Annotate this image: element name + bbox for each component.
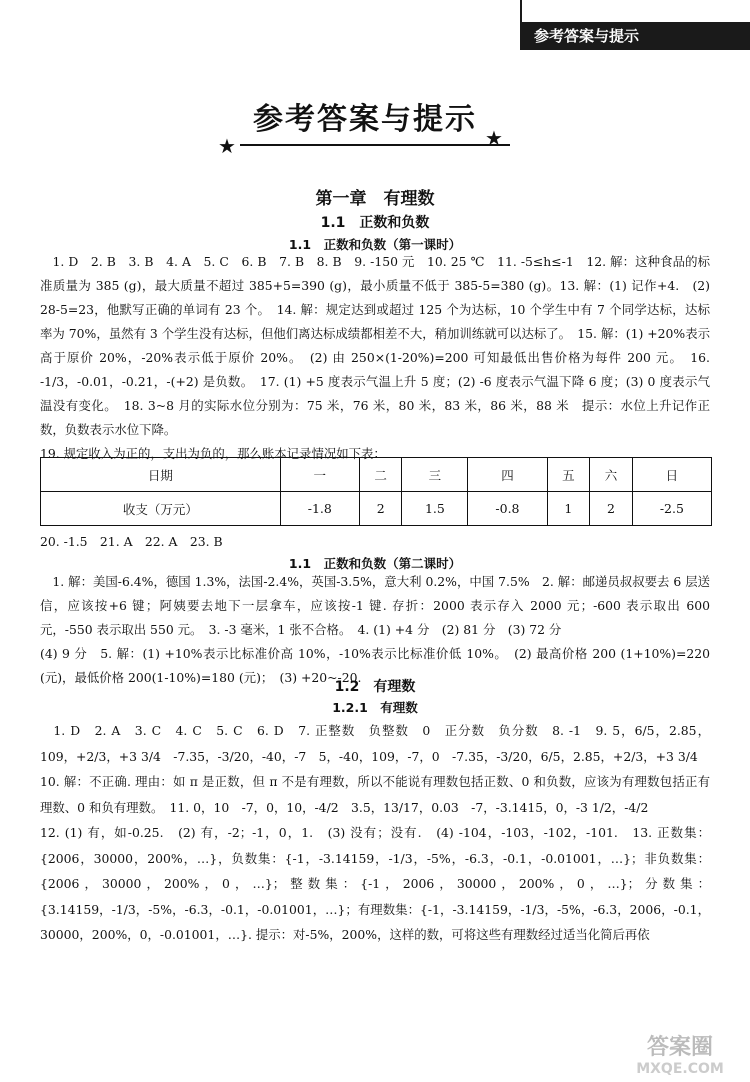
table-cell: 2 — [590, 492, 633, 526]
table-cell: 一 — [280, 458, 359, 492]
table-cell: 2 — [359, 492, 402, 526]
watermark-text: 答案圈 — [646, 1035, 713, 1060]
ledger-table — [40, 457, 712, 526]
table-cell: 日期 — [41, 458, 281, 492]
table-cell: 收支（万元） — [41, 492, 281, 526]
table-cell: 四 — [468, 458, 547, 492]
table-cell: 日 — [632, 458, 711, 492]
watermark-url: MXQE.COM — [636, 1061, 724, 1077]
answers-block-4: 1. D 2. A 3. C 4. C 5. C 6. D 7. 正整数 负整数 0 正分数 负分数 8. -1 9. 5，6/5，2.85，109，+2/3，+3 3/4 -7.35，-3/20，-40，-7 5，-40，109，-7，0 -7.35，-3/20，6/5，2.85，+2/3，+3 3/4 10. 解：不正确. 理由：如 π 是正数，但 π 不是有理数，所以不能说有理数包括正数、0 和负数，应该为有理数包括正有理数、0 和负有理数。 11. 0，10 -7，0，10，-4/2 3.5，13/17，0.03 -7，-3.1415，0，-3 1/2，-4/2 12. (1) 有，如-0.25. (2) 有，-2；-1，0，1. (3) 没有；没有. (4) -104，-103，-102，-101. 13. 正数集：{2006，30000，200%，…}，负数集：{-1，-3.14159，-1/3，-5%，-6.3，-0.1，-0.01001，…}；非负数集：{2006，30000，200%，0，…}；整数集：{-1，2006，30000，200%，0，…}；分数集：{3.14159，-1/3，-5%，-6.3，-0.1，-0.01001，…}；有理数集：{-1，-3.14159，-1/3，-5%，-6.3，2006，-0.1，30000，200%，0，-0.01001，…}. 提示：对-5%，200%，这样的数，可将这些有理数经过适当化简后再依 — [40, 723, 710, 942]
subsection-heading-3: 1.2.1 有理数 — [332, 700, 418, 715]
section-heading-1-2: 1.2 有理数 — [334, 679, 416, 695]
subsection-heading-2: 1.1 正数和负数（第二课时） — [288, 556, 462, 571]
subsection-heading-1: 1.1 正数和负数（第一课时） — [288, 237, 462, 252]
answers-block-2: 20. -1.5 21. A 22. A 23. B — [40, 534, 223, 549]
header-tab: 参考答案与提示 — [520, 22, 750, 50]
table-cell: 五 — [547, 458, 590, 492]
table-cell: -0.8 — [468, 492, 547, 526]
section-heading-1-1: 1.1 正数和负数 — [320, 215, 430, 231]
answers-block-1: 1. D 2. B 3. B 4. A 5. C 6. B 7. B 8. B 9. -150 元 10. 25 ℃ 11. -5≤h≤-1 12. 解：这种食品的标准质量为 385 (g)，最大质量不超过 385+5=390 (g)，最小质量不低于 385-5=380 (g)。13. 解：(1) 记作+4. (2) 28-5=23，他默写正确的单词有 23 个。 14. 解：规定达到或超过 125 个为达标，10 个学生中有 7 个同学达标，达标率为 70%，虽然有 3 个学生没有达标，但他们离达标成绩都相差不大，稍加训练就可以达标了。 15. 解：(1) +20%表示高于原价 20%，-20%表示低于原价 20%。 (2) 由 250×(1-20%)=200 可知最低出售价格为每件 200 元。 16. -1/3，-0.01，-0.21，-(+2) 是负数。 17. (1) +5 度表示气温上升 5 度；(2) -6 度表示气温下降 6 度；(3) 0 度表示气温没有变化。 18. 3~8 月的实际水位分别为：75 米，76 米，80 米，83 米，86 米，88 米 提示：水位上升记作正数，负数表示水位下降。 19. 规定收入为正的，支出为负的，那么账本记录情况如下表： — [40, 254, 710, 461]
watermark-logo — [620, 1030, 740, 1078]
star-right-icon: ★ — [485, 126, 503, 150]
title-underline — [240, 144, 510, 146]
header-divider — [520, 0, 522, 22]
table-cell: 三 — [402, 458, 468, 492]
star-left-icon: ★ — [218, 134, 236, 158]
page-title-wrap — [215, 98, 515, 160]
table-cell: 1.5 — [402, 492, 468, 526]
chapter-heading: 第一章 有理数 — [315, 189, 435, 209]
table-cell: 二 — [359, 458, 402, 492]
table-cell: -1.8 — [280, 492, 359, 526]
page-title: 参考答案与提示 — [253, 102, 477, 137]
table-cell: 1 — [547, 492, 590, 526]
table-cell: -2.5 — [632, 492, 711, 526]
table-row — [41, 458, 712, 492]
table-row — [41, 492, 712, 526]
table-cell: 六 — [590, 458, 633, 492]
answers-block-3: 1. 解：美国-6.4%，德国 1.3%，法国-2.4%，英国-3.5%，意大利 0.2%，中国 7.5% 2. 解：邮递员叔叔要去 6 层送信，应该按+6 键；阿姨要去地下一层拿车，应该按-1 键. 存折：2000 表示存入 2000 元；-600 表示取出 600 元，-550 表示取出 550 元。 3. -3 毫米，1 张不合格。 4. (1) +4 分 (2) 81 分 (3) 72 分 (4) 9 分 5. 解：(1) +10%表示比标准价高 10%，-10%表示比标准价低 10%。 (2) 最高价格 200 (1+10%)=220 (元)，最低价格 200(1-10%)=180 (元)； (3) +20~-20. — [40, 574, 710, 685]
